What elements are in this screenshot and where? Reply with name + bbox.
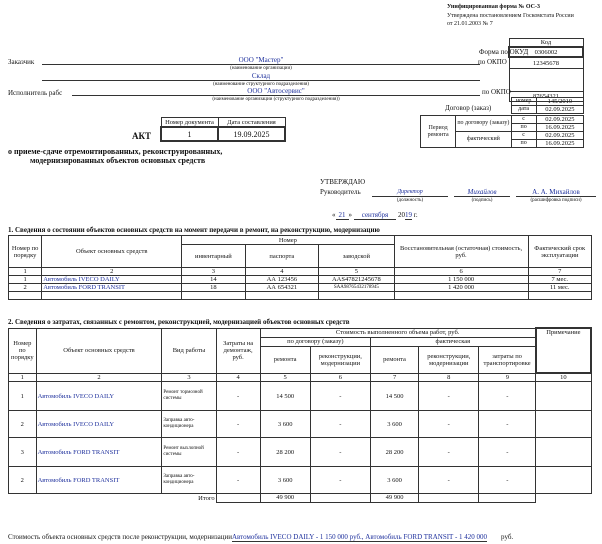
s2-h-repair2: ремонта (371, 346, 419, 373)
s2-cell: 3 600 (260, 467, 310, 494)
s1-cell: 1 (9, 276, 42, 284)
approve-head-label: Руководитель (320, 188, 361, 196)
name-caption: (расшифровка подписи) (530, 198, 582, 203)
table-row (9, 438, 592, 467)
s2-col: 2 (36, 373, 162, 382)
s2-cell: 14 500 (371, 382, 419, 411)
s1-cell: 1 420 000 (394, 284, 528, 292)
s2-col: 3 (162, 373, 216, 382)
s1-h-object: Объект основных средств (42, 236, 182, 268)
doc-title-1: о приеме-сдаче отремонтированных, реконструированных, (8, 147, 223, 156)
s2-h-recon2: реконструкции, модернизации (419, 346, 479, 373)
by-contract-to: 16.09.2025 (536, 124, 583, 132)
executor-caption: (наименование организации (структурного подразделения)) (212, 97, 340, 102)
s2-cell: 28 200 (260, 438, 310, 467)
actual-label: фактический (456, 132, 511, 148)
s2-h-work: Вид работы (162, 328, 216, 373)
s1-col: 2 (42, 268, 182, 276)
s2-col: 9 (479, 373, 536, 382)
s2-h-num: Номер по порядку (9, 328, 37, 373)
approve-position: Директор (372, 189, 448, 197)
s2-cell: Заправка авто-кондиционера (162, 467, 216, 494)
approve-date: « 21 » сентября 2019 г. (332, 211, 418, 219)
s2-h-object: Объект основных средств (36, 328, 162, 373)
approve-name: А. А. Михайлов (516, 188, 596, 197)
s2-col: 6 (310, 373, 370, 382)
executor-label: Исполнитель рабс (8, 89, 63, 97)
to-label: по (511, 140, 536, 148)
s2-h-note: Примечание (536, 328, 591, 373)
footer-cost-unit: руб. (501, 533, 514, 541)
s2-cell: - (310, 467, 370, 494)
s2-cell: Заправка авто-кондиционера (162, 411, 216, 438)
date-label: дата (511, 106, 536, 114)
s1-cell: 1 150 000 (394, 276, 528, 284)
doc-number-header: Номер документа (161, 118, 218, 128)
s2-cell: - (419, 467, 479, 494)
s2-cell: 28 200 (371, 438, 419, 467)
by-contract-from: 02.09.2025 (536, 116, 583, 124)
s2-col: 1 (9, 373, 37, 382)
approve-title: УТВЕРЖДАЮ (320, 178, 366, 186)
s2-cell: - (419, 411, 479, 438)
s1-cell: 2 (9, 284, 42, 292)
actual-from: 02.09.2025 (536, 132, 583, 140)
s1-col: 1 (9, 268, 42, 276)
okud-code: 0306002 (509, 47, 583, 57)
customer-label: Заказчик (8, 58, 35, 66)
s2-h-repair: ремонта (260, 346, 310, 373)
unit-caption: (наименование структурного подразделения) (213, 82, 309, 87)
s2-h-transport: затраты по транспортировке (479, 346, 536, 373)
okpo2-code: 87654321 (509, 92, 583, 102)
s1-h-number: Номер (182, 236, 394, 245)
to-label: по (511, 124, 536, 132)
total-label: Итого (198, 494, 215, 502)
s2-cell: 2 (9, 467, 37, 494)
s2-cell: - (216, 467, 260, 494)
s2-cell: - (216, 411, 260, 438)
s1-cell: 11 мес. (528, 284, 591, 292)
s1-h-num: Номер по порядку (9, 236, 42, 268)
s1-h-factory: заводской (319, 245, 395, 268)
s2-cell: 1 (9, 382, 37, 411)
from-label: с (511, 116, 536, 124)
s2-cell: 3 600 (371, 411, 419, 438)
number-label: номер (511, 98, 536, 106)
okpo-code: 12345678 (509, 57, 583, 69)
s1-h-term: Фактический срок эксплуатации (528, 236, 591, 268)
s2-cell: 3 600 (371, 467, 419, 494)
total-repair2: 49 900 (371, 494, 419, 503)
footer-cost-label: Стоимость объекта основных средств после реконструкции, модернизации (8, 533, 232, 541)
act-title: АКТ (132, 131, 152, 141)
s2-cell: 3 (9, 438, 37, 467)
footer-cost-value: Автомобиль IVECO DAILY - 1 150 000 руб., Автомобиль FORD TRANSIT - 1 420 000 (231, 533, 488, 541)
table-row (9, 276, 592, 284)
s2-col: 8 (419, 373, 479, 382)
contract-label: Договор (заказ) (445, 104, 492, 112)
s2-cell: - (216, 382, 260, 411)
executor-value: ООО "Автосервис" (72, 87, 480, 96)
s1-col: 7 (528, 268, 591, 276)
position-caption: (должность) (396, 198, 424, 203)
doc-date-header: Дата составления (218, 118, 285, 128)
s2-cell: 3 600 (260, 411, 310, 438)
actual-to: 16.09.2025 (536, 140, 583, 148)
approve-month: сентября (354, 211, 397, 220)
s2-cell: Автомобиль FORD TRANSIT (36, 467, 162, 494)
s2-cell: - (479, 382, 536, 411)
section2-title: 2. Сведения о затратах, связанных с ремонтом, реконструкцией, модернизацией объектов основных средств (8, 318, 350, 326)
code-label: Код (509, 39, 583, 48)
s1-col: 5 (319, 268, 395, 276)
s1-cell: AAS47821245678 (319, 276, 395, 284)
total-repair: 49 900 (260, 494, 310, 503)
s1-h-passport: паспорта (245, 245, 319, 268)
s2-cell: - (310, 382, 370, 411)
s2-h-by-contract: по договору (заказу) (260, 337, 370, 346)
s2-col: 7 (371, 373, 419, 382)
customer-value: ООО "Мастер" (42, 56, 480, 65)
s1-h-value: Восстановительная (остаточная) стоимость, руб. (394, 236, 528, 268)
by-contract-label: по договору (заказу) (456, 116, 511, 132)
okpo-label: по ОКПО (478, 58, 507, 66)
s2-cell: Ремонт выхлопной системы (162, 438, 216, 467)
table-row (9, 411, 592, 438)
form-title: Унифицированная форма № ОС-3 (447, 4, 540, 10)
doc-table (160, 117, 286, 142)
signature-caption: (подпись) (471, 198, 493, 203)
section1-title: 1. Сведения о состоянии объектов основных средств на момент передачи в ремонт, на реконструкцию, модернизацию (8, 226, 380, 234)
doc-title-2: модернизированных объектов основных средств (30, 156, 206, 165)
s1-h-inv: инвентарный (182, 245, 245, 268)
year-prefix: 20 (398, 211, 406, 219)
approve-signature: Михайлов (454, 188, 510, 197)
s1-col: 6 (394, 268, 528, 276)
s2-col: 10 (536, 373, 591, 382)
table-row (9, 382, 592, 411)
total-row (9, 494, 592, 503)
doc-date: 19.09.2025 (218, 127, 285, 141)
s1-cell: АА 123456 (245, 276, 319, 284)
doc-number: 1 (161, 127, 218, 141)
s2-cell: - (419, 438, 479, 467)
s2-cell: Ремонт тормозной системы (162, 382, 216, 411)
unit-value: Склад (42, 72, 480, 81)
s1-col: 3 (182, 268, 245, 276)
customer-caption: (наименование организации) (230, 66, 292, 71)
section1-table (8, 235, 592, 300)
s2-col: 5 (260, 373, 310, 382)
s2-cell: - (479, 411, 536, 438)
okpo2-label: по ОКПО (482, 88, 511, 96)
contract-number: 145/2019 (536, 98, 583, 106)
s2-cell: - (310, 411, 370, 438)
period-label: Период ремонта (421, 116, 456, 148)
approved-line1: Утверждена постановлением Госкомстата России (447, 13, 574, 19)
s1-cell: 7 мес. (528, 276, 591, 284)
s2-cell: 14 500 (260, 382, 310, 411)
s2-cell: - (419, 382, 479, 411)
s2-h-demount: Затраты на демонтаж, руб. (216, 328, 260, 373)
footer-cost-line (8, 533, 513, 541)
s2-cell: Автомобиль IVECO DAILY (36, 411, 162, 438)
s1-cell: SAA98765432178945 (319, 284, 395, 292)
s2-cell: - (479, 467, 536, 494)
section2-table (8, 327, 592, 503)
s1-cell: Автомобиль FORD TRANSIT (42, 284, 182, 292)
contract-date: 02.09.2025 (536, 106, 583, 114)
s2-h-actual: фактическая (371, 337, 536, 346)
s1-cell: 14 (182, 276, 245, 284)
table-row (9, 284, 592, 292)
approve-day: 21 (336, 211, 349, 220)
s1-cell: 18 (182, 284, 245, 292)
okud-label: Форма по ОКУД (479, 48, 529, 56)
s2-h-cost: Стоимость выполненного объема работ, руб. (260, 328, 536, 337)
year-word: г. (413, 211, 418, 219)
s2-h-recon: реконструкции, модернизации (310, 346, 370, 373)
s1-cell: АА 654321 (245, 284, 319, 292)
s2-cell: - (216, 438, 260, 467)
table-row (9, 467, 592, 494)
s1-col: 4 (245, 268, 319, 276)
approved-line2: от 21.01.2003 № 7 (447, 21, 493, 27)
s2-cell: - (310, 438, 370, 467)
s2-col: 4 (216, 373, 260, 382)
s2-cell: Автомобиль FORD TRANSIT (36, 438, 162, 467)
year-suffix: 19 (405, 211, 413, 219)
s2-cell: - (479, 438, 536, 467)
s2-cell: 2 (9, 411, 37, 438)
from-label: с (511, 132, 536, 140)
s1-cell: Автомобиль IVECO DAILY (42, 276, 182, 284)
period-table (420, 115, 584, 148)
s2-cell: Автомобиль IVECO DAILY (36, 382, 162, 411)
